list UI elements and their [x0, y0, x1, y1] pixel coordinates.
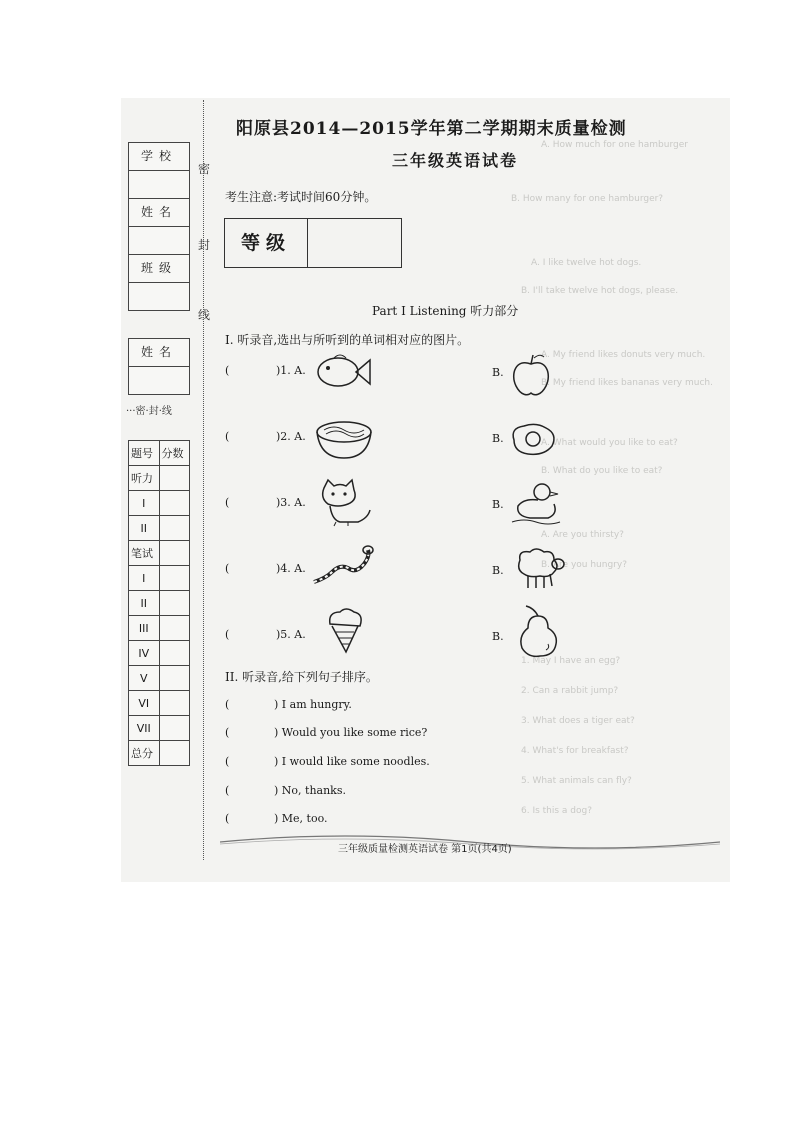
- seal-char-1: 密: [198, 162, 211, 176]
- score-table: [128, 440, 190, 766]
- score-cell[interactable]: [159, 466, 190, 491]
- exam-notice: 考生注意:考试时间60分钟。: [225, 190, 377, 204]
- score-cell[interactable]: [159, 516, 190, 541]
- snake-icon[interactable]: [312, 544, 376, 586]
- q3-option-b: B.: [492, 498, 504, 511]
- score-cell[interactable]: [159, 666, 190, 691]
- s2-sentence-4: ) No, thanks.: [274, 784, 346, 797]
- duck-icon[interactable]: [510, 480, 566, 526]
- section2-instruction: II. 听录音,给下列句子排序。: [225, 670, 378, 684]
- noodles-icon[interactable]: [314, 418, 374, 462]
- s2-q2-paren: (: [225, 726, 230, 739]
- score-cell[interactable]: [159, 616, 190, 641]
- school-field[interactable]: [129, 171, 189, 199]
- score-row-label: IV: [129, 641, 160, 666]
- pear-icon[interactable]: [512, 604, 564, 660]
- ice-cream-icon[interactable]: [324, 606, 366, 656]
- grade-label: 等级: [225, 219, 308, 267]
- s2-q4-paren: (: [225, 784, 230, 797]
- name-label-2: 姓名: [129, 339, 189, 367]
- name-field[interactable]: [129, 227, 189, 255]
- grade-box: [224, 218, 402, 268]
- q2-option-b: B.: [492, 432, 504, 445]
- section1-instruction: I. 听录音,选出与所听到的单词相对应的图片。: [225, 333, 470, 347]
- score-cell[interactable]: [159, 741, 190, 766]
- seal-line-text: ···密·封·线: [126, 406, 172, 417]
- score-row-label: II: [129, 591, 160, 616]
- s2-q5-paren: (: [225, 812, 230, 825]
- q3-label: )3. A.: [276, 496, 306, 509]
- score-row-label: I: [129, 566, 160, 591]
- score-row-label: 笔试: [129, 541, 160, 566]
- q1-option-b: B.: [492, 366, 504, 379]
- score-cell[interactable]: [159, 566, 190, 591]
- school-label: 学校: [129, 143, 189, 171]
- q5-open-paren: (: [225, 628, 230, 641]
- class-field[interactable]: [129, 283, 189, 310]
- seal-line: [203, 100, 204, 860]
- name-field-2[interactable]: [129, 367, 189, 394]
- seal-char-3: 线: [198, 308, 211, 322]
- apple-icon[interactable]: [508, 352, 554, 400]
- exam-title: 阳原县2014—2015学年第二学期期末质量检测: [236, 119, 627, 139]
- sheep-icon[interactable]: [510, 546, 568, 592]
- score-cell[interactable]: [159, 491, 190, 516]
- s2-sentence-3: ) I would like some noodles.: [274, 755, 430, 768]
- score-header-score: 分数: [159, 441, 190, 466]
- score-cell[interactable]: [159, 691, 190, 716]
- score-cell[interactable]: [159, 541, 190, 566]
- q2-open-paren: (: [225, 430, 230, 443]
- q3-open-paren: (: [225, 496, 230, 509]
- s2-sentence-2: ) Would you like some rice?: [274, 726, 428, 739]
- scanned-page: A. How much for one hamburger B. How many for one hamburger? A. I like twelve hot dogs. B. I'll take twelve hot dogs, please. A. My friend likes donuts very much. B. My friend likes bananas very much. A. What would you like to eat? B. What do you like to eat? A. Are you thirsty? B. Are you hungry? 1. May I have an egg? 2. Can a rabbit jump? 3. What does a tiger eat? 4. What's for breakfast? 5. What animals can fly? 6. Is this a dog?: [121, 98, 730, 882]
- score-row-label: VII: [129, 716, 160, 741]
- cat-icon[interactable]: [318, 478, 374, 528]
- score-cell[interactable]: [159, 716, 190, 741]
- score-row-label: V: [129, 666, 160, 691]
- q4-label: )4. A.: [276, 562, 306, 575]
- q4-option-b: B.: [492, 564, 504, 577]
- s2-sentence-1: ) I am hungry.: [274, 698, 352, 711]
- class-label: 班级: [129, 255, 189, 283]
- score-header-number: 题号: [129, 441, 160, 466]
- q1-open-paren: (: [225, 364, 230, 377]
- egg-icon[interactable]: [508, 420, 558, 458]
- score-cell[interactable]: [159, 641, 190, 666]
- score-row-label: II: [129, 516, 160, 541]
- exam-subtitle: 三年级英语试卷: [392, 151, 519, 170]
- name-label: 姓名: [129, 199, 189, 227]
- page-footer: 三年级质量检测英语试卷 第1页(共4页): [338, 844, 512, 855]
- score-row-label: 听力: [129, 466, 160, 491]
- score-row-label: III: [129, 616, 160, 641]
- score-row-label: 总分: [129, 741, 160, 766]
- s2-q1-paren: (: [225, 698, 230, 711]
- name-box: [128, 338, 190, 395]
- q2-label: )2. A.: [276, 430, 306, 443]
- seal-char-2: 封: [198, 238, 211, 252]
- score-row-label: VI: [129, 691, 160, 716]
- q5-label: )5. A.: [276, 628, 306, 641]
- s2-q3-paren: (: [225, 755, 230, 768]
- q5-option-b: B.: [492, 630, 504, 643]
- fish-icon[interactable]: [312, 352, 374, 392]
- q1-label: )1. A.: [276, 364, 306, 377]
- part-title: Part I Listening 听力部分: [372, 304, 519, 318]
- student-info-box: [128, 142, 190, 311]
- q4-open-paren: (: [225, 562, 230, 575]
- score-cell[interactable]: [159, 591, 190, 616]
- s2-sentence-5: ) Me, too.: [274, 812, 328, 825]
- score-row-label: I: [129, 491, 160, 516]
